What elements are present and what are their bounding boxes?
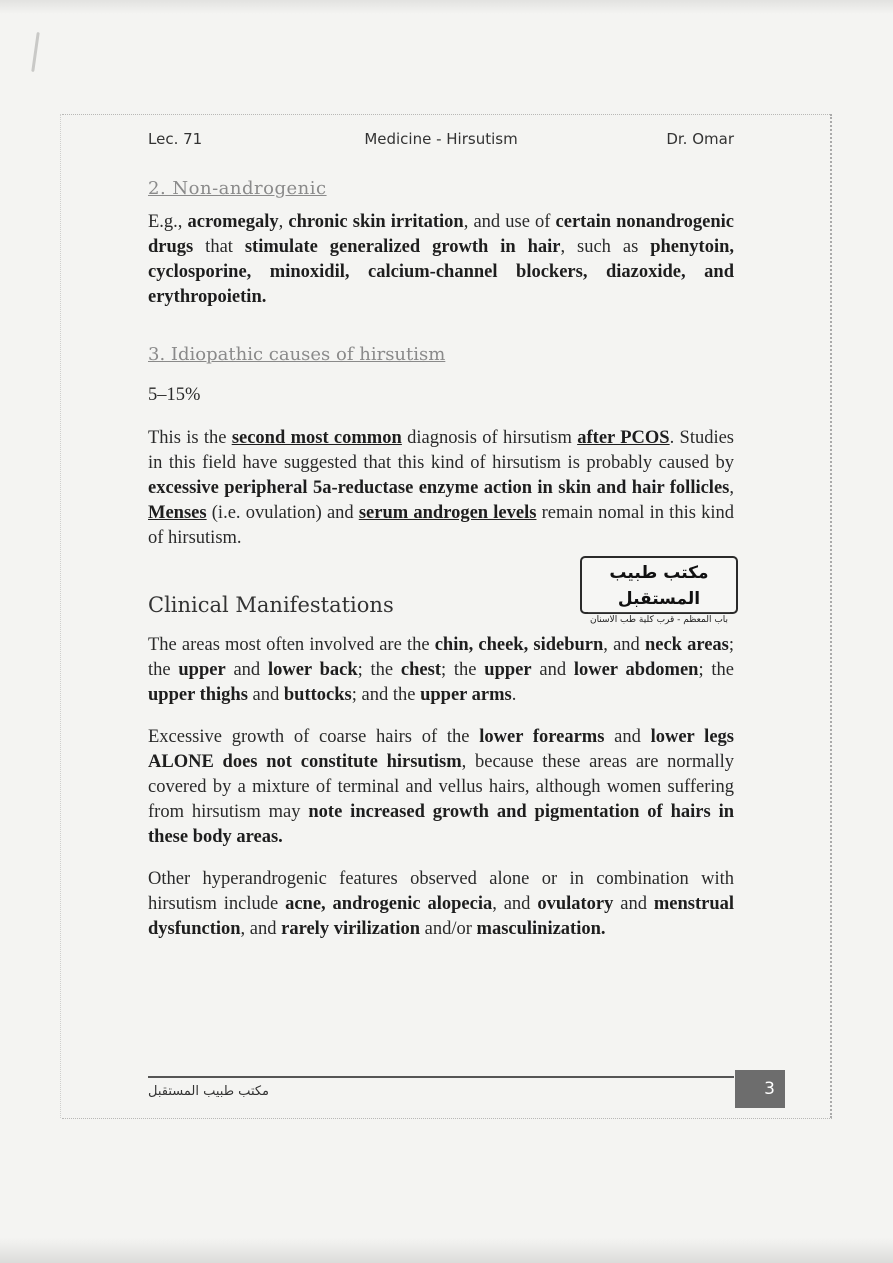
author-name: Dr. Omar bbox=[666, 130, 734, 148]
paragraph-clinical-areas: The areas most often involved are the chin, cheek, sideburn, and neck areas; the upper and lower back; the chest; the upper and lower abdomen; the upper thighs and buttocks; and the upper arms. bbox=[148, 635, 735, 705]
document-title: Medicine - Hirsutism bbox=[364, 130, 518, 148]
scan-edge-bottom bbox=[0, 1238, 893, 1263]
paragraph-clinical-excessive: Excessive growth of coarse hairs of the lower forearms and lower legs ALONE does not constitute hirsutism, because these areas are normally covered by a mixture of terminal and vellus hairs, although women suffering from hirsutism may note increased growth and pigmentation of hairs in these body areas. bbox=[148, 727, 735, 847]
page-frame-top bbox=[62, 114, 832, 115]
paragraph-non-androgenic: E.g., acromegaly, chronic skin irritation, and use of certain nonandrogenic drugs that stimulate generalized growth in hair, such as phenytoin, cyclosporine, minoxidil, calcium-channel blockers, diazoxide, and erythropoietin. bbox=[148, 212, 734, 307]
footer-rule bbox=[148, 1076, 734, 1078]
page-header bbox=[148, 130, 734, 154]
scan-mark bbox=[31, 32, 40, 72]
page-number: 3 bbox=[735, 1070, 785, 1108]
lecture-number: Lec. 71 bbox=[148, 130, 203, 148]
stamp-title: مكتب طبيب المستقبل bbox=[609, 563, 709, 609]
library-stamp bbox=[580, 556, 738, 625]
page-frame-right bbox=[830, 114, 832, 1118]
page-frame-bottom bbox=[62, 1118, 832, 1119]
section-heading-clinical: Clinical Manifestations bbox=[148, 593, 394, 617]
section-heading-non-androgenic: 2. Non-androgenic bbox=[148, 178, 327, 199]
section-heading-idiopathic: 3. Idiopathic causes of hirsutism bbox=[148, 344, 446, 365]
stamp-address: باب المعظم - قرب كلية طب الاسنان bbox=[588, 612, 730, 627]
page-frame-left bbox=[60, 114, 61, 1118]
scan-edge-top bbox=[0, 0, 893, 14]
paragraph-clinical-other: Other hyperandrogenic features observed alone or in combination with hirsutism include acne, androgenic alopecia, and ovulatory and menstrual dysfunction, and rarely virilization and/or masculinization. bbox=[148, 869, 735, 939]
paragraph-idiopathic: This is the second most common diagnosis of hirsutism after PCOS. Studies in this field have suggested that this kind of hirsutism is probably caused by excessive peripheral 5a-reductase enzyme action in skin and hair follicles, Menses (i.e. ovulation) and serum androgen levels remain nomal in this kind of hirsutism. bbox=[148, 428, 735, 548]
footer-publisher: مكتب طبيب المستقبل bbox=[148, 1084, 270, 1099]
prevalence-value: 5–15% bbox=[148, 385, 201, 405]
